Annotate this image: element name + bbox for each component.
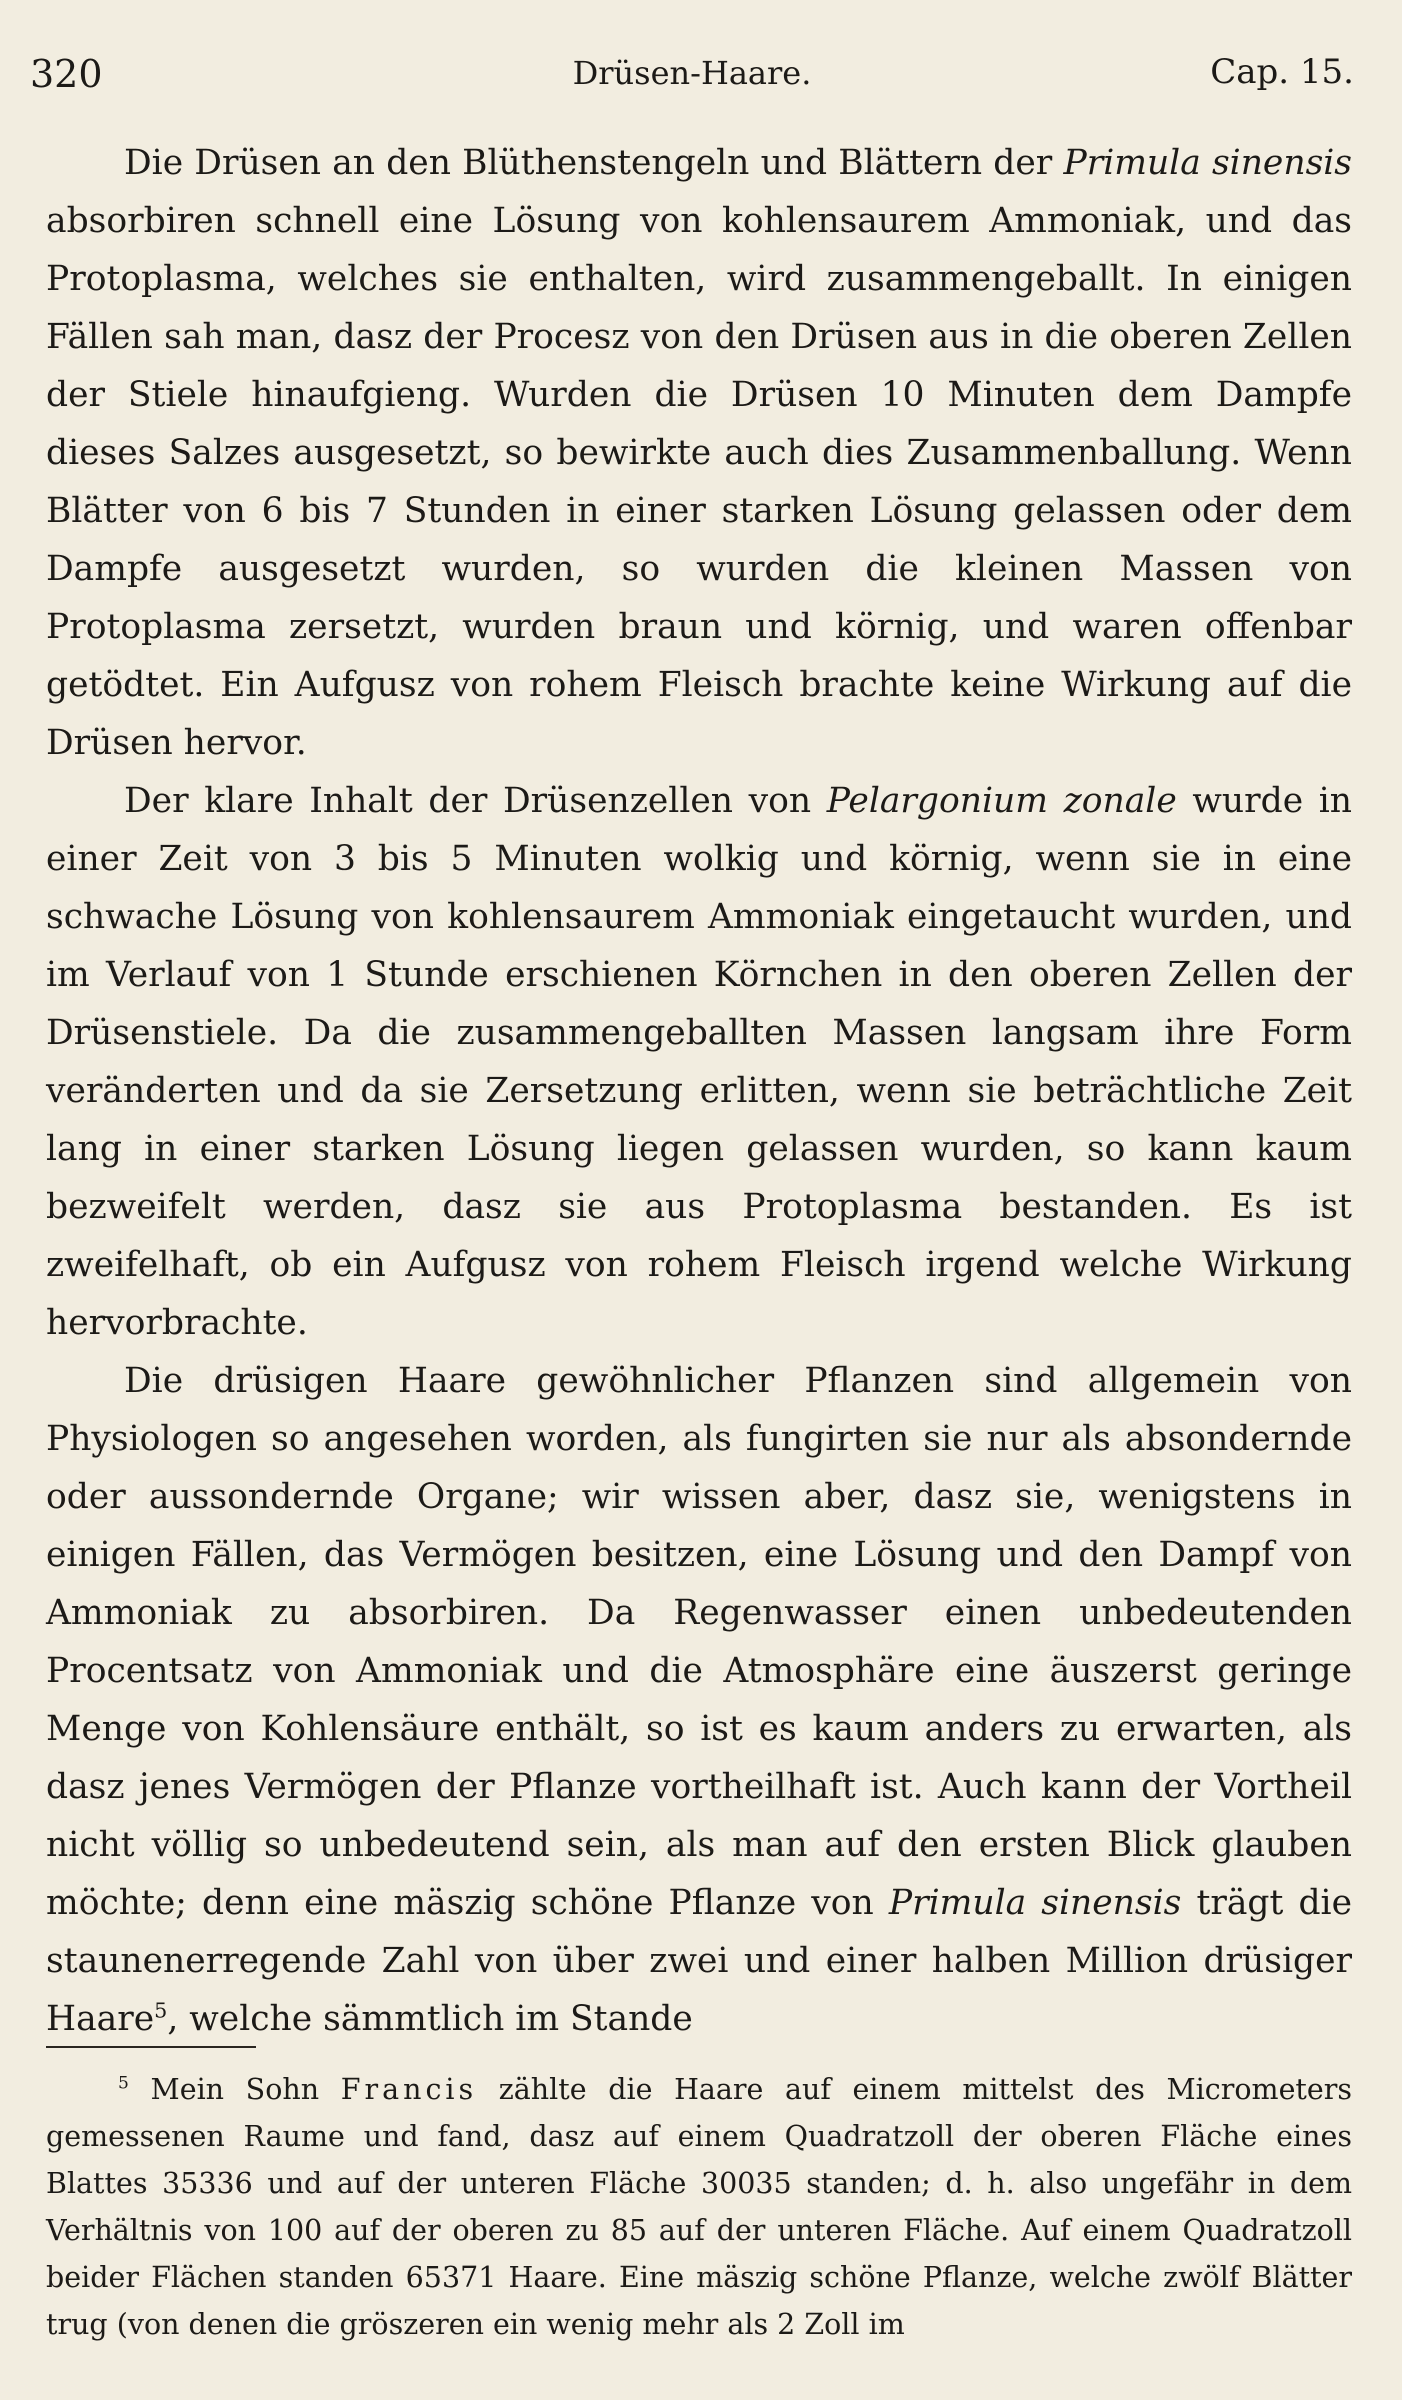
page-header [30,44,1354,100]
text-run: Die drüsigen Haare gewöhnlicher Pflanzen sind allgemein von Physiologen so angesehen worden, als fungirten sie nur als absondernde oder aussondernde Organe; wir wissen aber, dasz sie, wenigstens in einigen Fällen, das Vermögen besitzen, eine Lösung und den Dampf von Ammoniak zu absorbiren. Da Regenwasser einen unbedeutenden Procentsatz von Ammoniak und die Atmosphäre eine äuszerst geringe Menge von Kohlensäure enthält, so ist es kaum anders zu erwarten, als dasz jenes Vermögen der Pflanze vortheilhaft ist. Auch kann der Vortheil nicht völlig so unbedeutend sein, als man auf den ersten Blick glauben möchte; denn eine mäszig schöne Pflanze von [46,1361,1352,1923]
text-run: Der klare Inhalt der Drüsenzellen von [124,781,827,821]
page-number: 320 [30,52,103,96]
text-run: , welche sämmtlich im Stande [167,1999,693,2039]
paragraph [46,1352,1352,2048]
text-run: zählte die Haare auf einem mittelst des Micrometers gemessenen Raume und fand, dasz auf einem Quadratzoll der oberen Fläche eines Blattes 35336 und auf der unteren Fläche 30035 standen; d. h. also ungefähr in dem Verhältnis von 100 auf der oberen zu 85 auf der unteren Fläche. Auf einem Quadratzoll beider Flächen standen 65371 Haare. Eine mäszig schöne Pflanze, welche zwölf Blätter trug (von denen die gröszeren ein wenig mehr als 2 Zoll im [46,2073,1353,2341]
text-run: Die Drüsen an den Blüthenstengeln und Blättern der [124,143,1064,183]
species-name: Pelargonium zonale [826,781,1177,821]
text-run: wurde in einer Zeit von 3 bis 5 Minuten wolkig und körnig, wenn sie in eine schwache Lösung von kohlensaurem Ammoniak eingetaucht wurden, und im Verlauf von 1 Stunde erschienen Körnchen in den oberen Zellen der Drüsenstiele. Da die zusammengeballten Massen langsam ihre Form veränderten und da sie Zersetzung erlitten, wenn sie beträchtliche Zeit lang in einer starken Lösung liegen gelassen wurden, so kann kaum bezweifelt werden, dasz sie aus Protoplasma bestanden. Es ist zweifelhaft, ob ein Aufgusz von rohem Fleisch irgend welche Wirkung hervorbrachte. [46,781,1353,1343]
chapter-label: Cap. 15. [1210,52,1354,92]
text-run: absorbiren schnell eine Lösung von kohlensaurem Ammoniak, und das Protoplasma, welches sie enthalten, wird zusammengeballt. In einigen Fällen sah man, dasz der Procesz von den Drüsen aus in die oberen Zellen der Stiele hinaufgieng. Wurden die Drüsen 10 Minuten dem Dampfe dieses Salzes ausgesetzt, so bewirkte auch dies Zusammenballung. Wenn Blätter von 6 bis 7 Stunden in einer starken Lösung gelassen oder dem Dampfe ausgesetzt wurden, so wurden die kleinen Massen von Protoplasma zersetzt, wurden braun und körnig, und waren offenbar getödtet. Ein Aufgusz von rohem Fleisch brachte keine Wirkung auf die Drüsen hervor. [46,201,1352,763]
footnote-divider [46,2046,256,2048]
species-name: Primula sinensis [1063,143,1353,183]
text-run: trägt die staunenerregende Zahl von über zwei und einer halben Million drüsiger Haare [46,1883,1353,2039]
text-run: Mein Sohn [128,2073,341,2106]
species-name: Primula sinensis [888,1883,1182,1923]
body-text [46,134,1352,2048]
footnote [46,2066,1352,2348]
paragraph [46,134,1352,772]
footnote-marker: 5 [118,2073,129,2094]
paragraph [46,772,1352,1352]
running-title: Drüsen-Haare. [572,54,812,92]
person-name: Francis [340,2073,478,2106]
footnote-reference[interactable]: 5 [154,1998,168,2023]
